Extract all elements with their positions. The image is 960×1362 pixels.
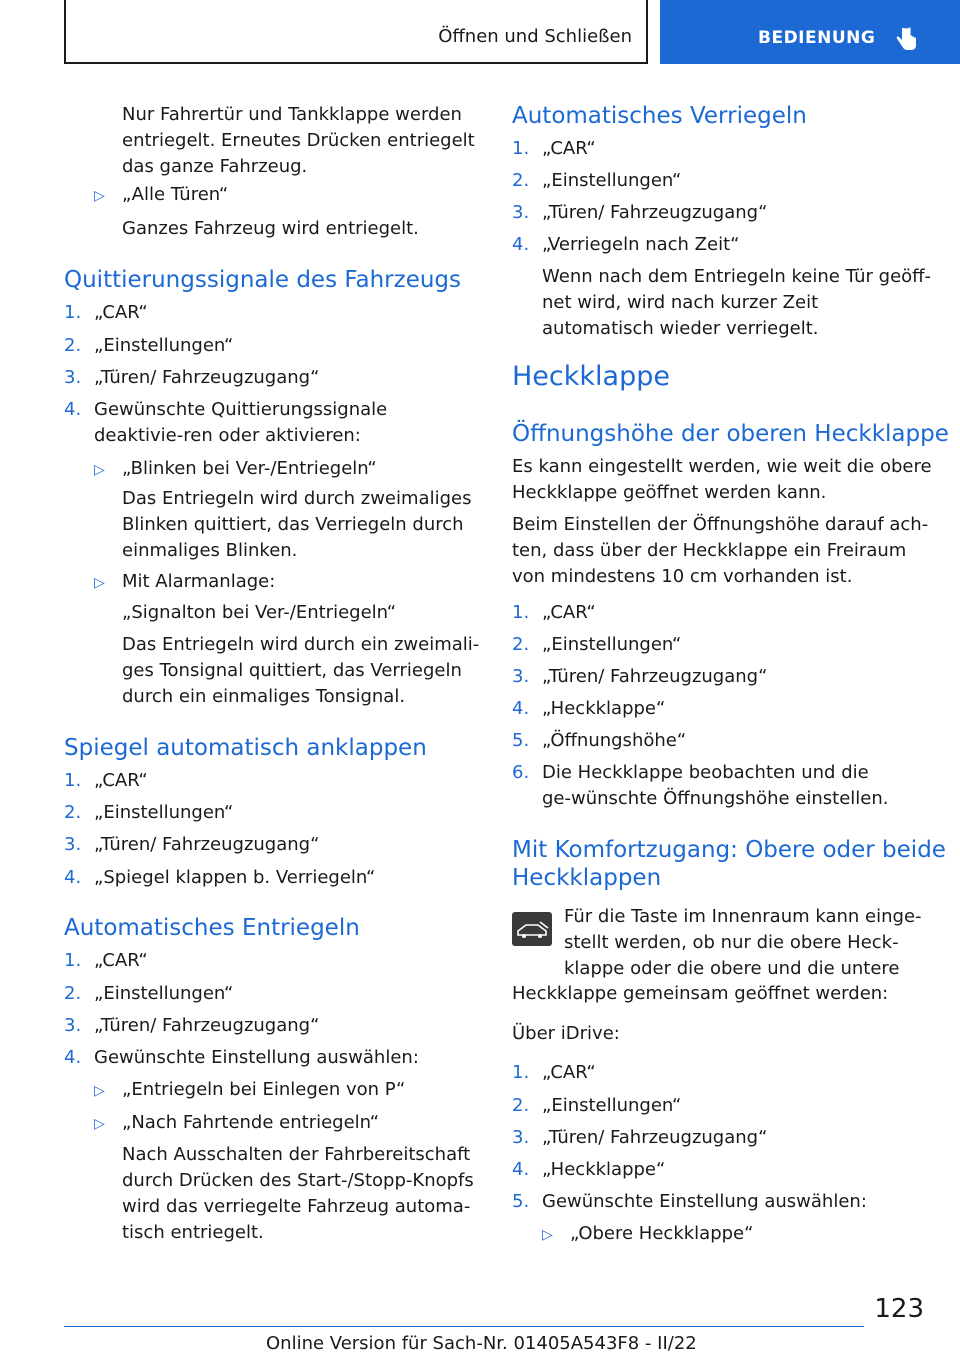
option-alarmanlage: Mit Alarmanlage: bbox=[122, 571, 276, 592]
section-title: Öffnen und Schließen bbox=[438, 26, 632, 47]
list-item: „CAR“ bbox=[542, 138, 596, 159]
list-item: „CAR“ bbox=[94, 950, 148, 971]
list-item: „Türen/ Fahrzeugzugang“ bbox=[94, 834, 320, 855]
bullet-triangle-icon: ▷ bbox=[94, 1116, 105, 1132]
komfort-paragraph: Für die Taste im Innenraum kann einge-stellt werden, ob nur die obere Heck-klappe oder die obere und die untere bbox=[564, 906, 922, 979]
list-item: „Einstellungen“ bbox=[542, 170, 682, 191]
list-item: „Verriegeln nach Zeit“ bbox=[542, 234, 740, 255]
list-verriegeln: 1. „CAR“ 2. „Einstellungen“ 3. „Türen/ Fahrzeugzugang“ 4. „Verriegeln nach Zeit“ bbox=[512, 136, 932, 266]
list-item: „Türen/ Fahrzeugzugang“ bbox=[542, 202, 768, 223]
bullet-triangle-icon: ▷ bbox=[542, 1227, 553, 1243]
list-item: „Einstellungen“ bbox=[94, 335, 234, 356]
heading-komfortzugang-line-2: Heckklappen bbox=[512, 865, 662, 891]
list-item: „Türen/ Fahrzeugzugang“ bbox=[542, 1127, 768, 1148]
option-signalton: „Signalton bei Ver-/Entriegeln“ bbox=[122, 602, 397, 623]
hand-pointer-icon bbox=[894, 26, 918, 52]
list-item: „Heckklappe“ bbox=[542, 1159, 666, 1180]
bullet-triangle-icon: ▷ bbox=[94, 188, 105, 204]
list-item: „Türen/ Fahrzeugzugang“ bbox=[94, 367, 320, 388]
heading-komfortzugang-line-1: Mit Komfortzugang: Obere oder beide bbox=[512, 837, 946, 863]
list-item: „Öffnungshöhe“ bbox=[542, 730, 687, 751]
list-item: „Einstellungen“ bbox=[94, 983, 234, 1004]
header-section-box bbox=[64, 0, 648, 64]
heading-heckklappe: Heckklappe bbox=[512, 361, 670, 392]
list-item: Gewünschte Einstellung auswählen: bbox=[94, 1047, 419, 1068]
heading-komfortzugang bbox=[512, 836, 946, 892]
komfort-paragraph-cont: Heckklappe gemeinsam geöffnet werden: bbox=[512, 983, 889, 1004]
list-item: „Türen/ Fahrzeugzugang“ bbox=[94, 1015, 320, 1036]
header-chapter-tab bbox=[660, 0, 960, 64]
heading-automatisches-verriegeln: Automatisches Verriegeln bbox=[512, 103, 807, 129]
option-alle-tueren: „Alle Türen“ bbox=[122, 184, 229, 205]
option-entriegeln-p: „Entriegeln bei Einlegen von P“ bbox=[122, 1079, 406, 1100]
list-item: „Türen/ Fahrzeugzugang“ bbox=[542, 666, 768, 687]
list-item: „CAR“ bbox=[94, 302, 148, 323]
heading-spiegel: Spiegel automatisch anklappen bbox=[64, 735, 427, 761]
list-quittierung: 1. „CAR“ 2. „Einstellungen“ 3. „Türen/ Fahrzeugzugang“ 4. Gewünschte Quittierungssignale deaktivie-ren oder aktivieren: bbox=[64, 300, 484, 450]
heading-oeffnungshoehe: Öffnungshöhe der oberen Heckklappe bbox=[512, 421, 949, 447]
tailgate-button-icon bbox=[512, 912, 552, 946]
list-item: „Heckklappe“ bbox=[542, 698, 666, 719]
list-spiegel: 1. „CAR“ 2. „Einstellungen“ 3. „Türen/ Fahrzeugzugang“ 4. „Spiegel klappen b. Verriegeln“ bbox=[64, 768, 484, 898]
option-obere-heckklappe: „Obere Heckklappe“ bbox=[570, 1223, 754, 1244]
bullet-triangle-icon: ▷ bbox=[94, 1083, 105, 1099]
idrive-label: Über iDrive: bbox=[512, 1023, 620, 1044]
oeffnungshoehe-para-2: Beim Einstellen der Öffnungshöhe darauf ach-ten, dass über der Heckklappe ein Freiraum von mindestens 10 cm vorhanden ist. bbox=[512, 514, 929, 587]
list-item: „Spiegel klappen b. Verriegeln“ bbox=[94, 867, 376, 888]
list-item: „Einstellungen“ bbox=[94, 802, 234, 823]
verriegeln-desc: Wenn nach dem Entriegeln keine Tür geöff-net wird, wird nach kurzer Zeit automatisch wieder verriegelt. bbox=[542, 266, 932, 339]
heading-quittierungssignale: Quittierungssignale des Fahrzeugs bbox=[64, 267, 462, 293]
oeffnungshoehe-para-1: Es kann eingestellt werden, wie weit die obere Heckklappe geöffnet werden kann. bbox=[512, 456, 932, 503]
list-oeffnungshoehe: 1. „CAR“ 2. „Einstellungen“ 3. „Türen/ Fahrzeugzugang“ 4. „Heckklappe“ 5. „Öffnungshöhe“ 6. Die Heckklappe beobachten und die ge-wünschte Öffnungshöhe einstellen. bbox=[512, 600, 932, 810]
list-item: „CAR“ bbox=[542, 602, 596, 623]
option-fahrtende-desc: Nach Ausschalten der Fahrbereitschaft durch Drücken des Start-/Stopp-Knopfs wird das verriegelte Fahrzeug automa-tisch entriegelt. bbox=[122, 1144, 474, 1243]
footer-online-version: Online Version für Sach-Nr. 01405A543F8 - II/22 bbox=[266, 1333, 697, 1354]
list-item: „Einstellungen“ bbox=[542, 634, 682, 655]
heading-automatisches-entriegeln: Automatisches Entriegeln bbox=[64, 915, 360, 941]
option-alle-tueren-desc: Ganzes Fahrzeug wird entriegelt. bbox=[122, 218, 419, 239]
list-item: Gewünschte Quittierungssignale deaktivie-ren oder aktivieren: bbox=[94, 399, 388, 446]
option-blinken-desc: Das Entriegeln wird durch zweimaliges Blinken quittiert, das Verriegeln durch einmaliges Blinken. bbox=[122, 488, 472, 561]
list-item: „CAR“ bbox=[542, 1062, 596, 1083]
intro-paragraph: Nur Fahrertür und Tankklappe werden entriegelt. Erneutes Drücken entriegelt das ganze Fahrzeug. bbox=[122, 104, 475, 177]
bullet-triangle-icon: ▷ bbox=[94, 575, 105, 591]
page-number: 123 bbox=[874, 1294, 924, 1324]
list-entriegeln: 1. „CAR“ 2. „Einstellungen“ 3. „Türen/ Fahrzeugzugang“ 4. Gewünschte Einstellung auswählen: bbox=[64, 948, 484, 1078]
footer-divider bbox=[64, 1326, 864, 1327]
chapter-title: BEDIENUNG bbox=[758, 28, 876, 48]
option-signalton-desc: Das Entriegeln wird durch ein zweimali-ges Tonsignal quittiert, das Verriegeln durch ein einmaliges Tonsignal. bbox=[122, 634, 480, 707]
option-fahrtende: „Nach Fahrtende entriegeln“ bbox=[122, 1112, 380, 1133]
list-komfort: 1. „CAR“ 2. „Einstellungen“ 3. „Türen/ Fahrzeugzugang“ 4. „Heckklappe“ 5. Gewünschte Einstellung auswählen: bbox=[512, 1060, 932, 1220]
list-item: „Einstellungen“ bbox=[542, 1095, 682, 1116]
list-item: Die Heckklappe beobachten und die ge-wünschte Öffnungshöhe einstellen. bbox=[542, 762, 889, 809]
list-item: „CAR“ bbox=[94, 770, 148, 791]
option-blinken: „Blinken bei Ver-/Entriegeln“ bbox=[122, 458, 377, 479]
list-item: Gewünschte Einstellung auswählen: bbox=[542, 1191, 867, 1212]
bullet-triangle-icon: ▷ bbox=[94, 462, 105, 478]
